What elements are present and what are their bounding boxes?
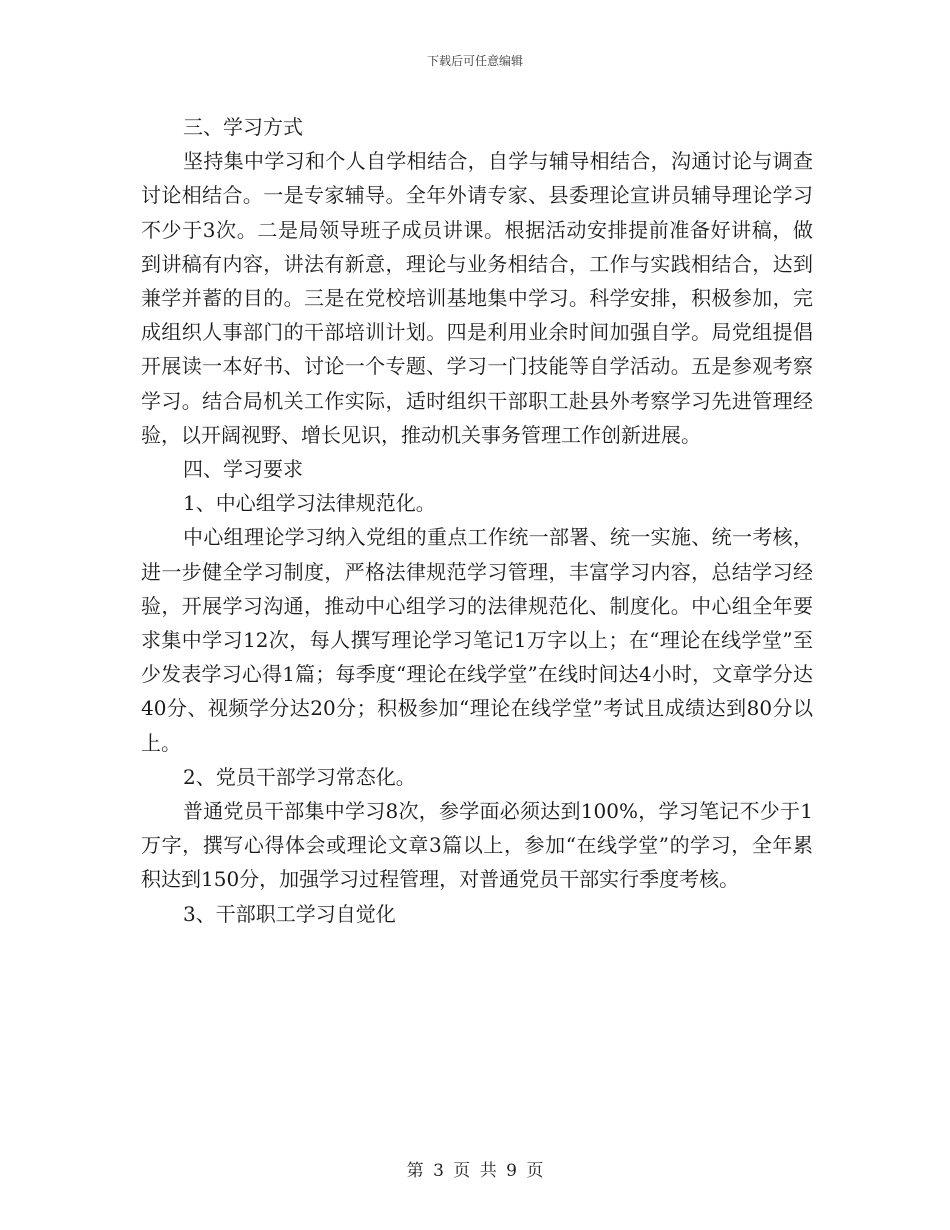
- page-header: 下载后可任意编辑: [426, 54, 523, 68]
- subheading-central-group: 1、中心组学习法律规范化。: [183, 491, 436, 516]
- section-heading-learning-requirements: 四、学习要求: [183, 457, 303, 482]
- subheading-party-members: 2、党员干部学习常态化。: [183, 764, 416, 789]
- paragraph-party-members: 普通党员干部集中学习8次，参学面必须达到100%，学习笔记不少于1万字，撰写心得体会或理论文章3篇以上，参加“在线学堂”的学习，全年累积达到150分，加强学习过程管理，对普通党员干部实行季度考核。: [141, 799, 813, 892]
- document-body: [141, 110, 813, 931]
- paragraph-learning-method: 坚持集中学习和个人自学相结合，自学与辅导相结合，沟通讨论与调查讨论相结合。一是专家辅导。全年外请专家、县委理论宣讲员辅导理论学习不少于3次。二是局领导班子成员讲课。根据活动安排提前准备好讲稿，做到讲稿有内容，讲法有新意，理论与业务相结合，工作与实践相结合，达到兼学并蓄的目的。三是在党校培训基地集中学习。科学安排，积极参加，完成组织人事部门的干部培训计划。四是利用业余时间加强自学。局党组提倡开展读一本好书、讨论一个专题、学习一门技能等自学活动。五是参观考察学习。结合局机关工作实际，适时组织干部职工赴县外考察学习先进管理经验，以开阔视野、增长见识，推动机关事务管理工作创新进展。: [141, 149, 813, 447]
- page-footer: 第 3 页 共 9 页: [406, 1161, 544, 1181]
- section-heading-learning-method: 三、学习方式: [183, 115, 303, 139]
- subheading-staff: 3、干部职工学习自觉化: [183, 901, 396, 926]
- paragraph-central-group: 中心组理论学习纳入党组的重点工作统一部署、统一实施、统一考核，进一步健全学习制度，严格法律规范学习管理，丰富学习内容，总结学习经验，开展学习沟通，推动中心组学习的法律规范化、制度化。中心组全年要求集中学习12次，每人撰写理论学习笔记1万字以上；在“理论在线学堂”至少发表学习心得1篇；每季度“理论在线学堂”在线时间达4小时，文章学分达40分、视频学分达20分；积极参加“理论在线学堂”考试且成绩达到80分以上。: [141, 525, 813, 755]
